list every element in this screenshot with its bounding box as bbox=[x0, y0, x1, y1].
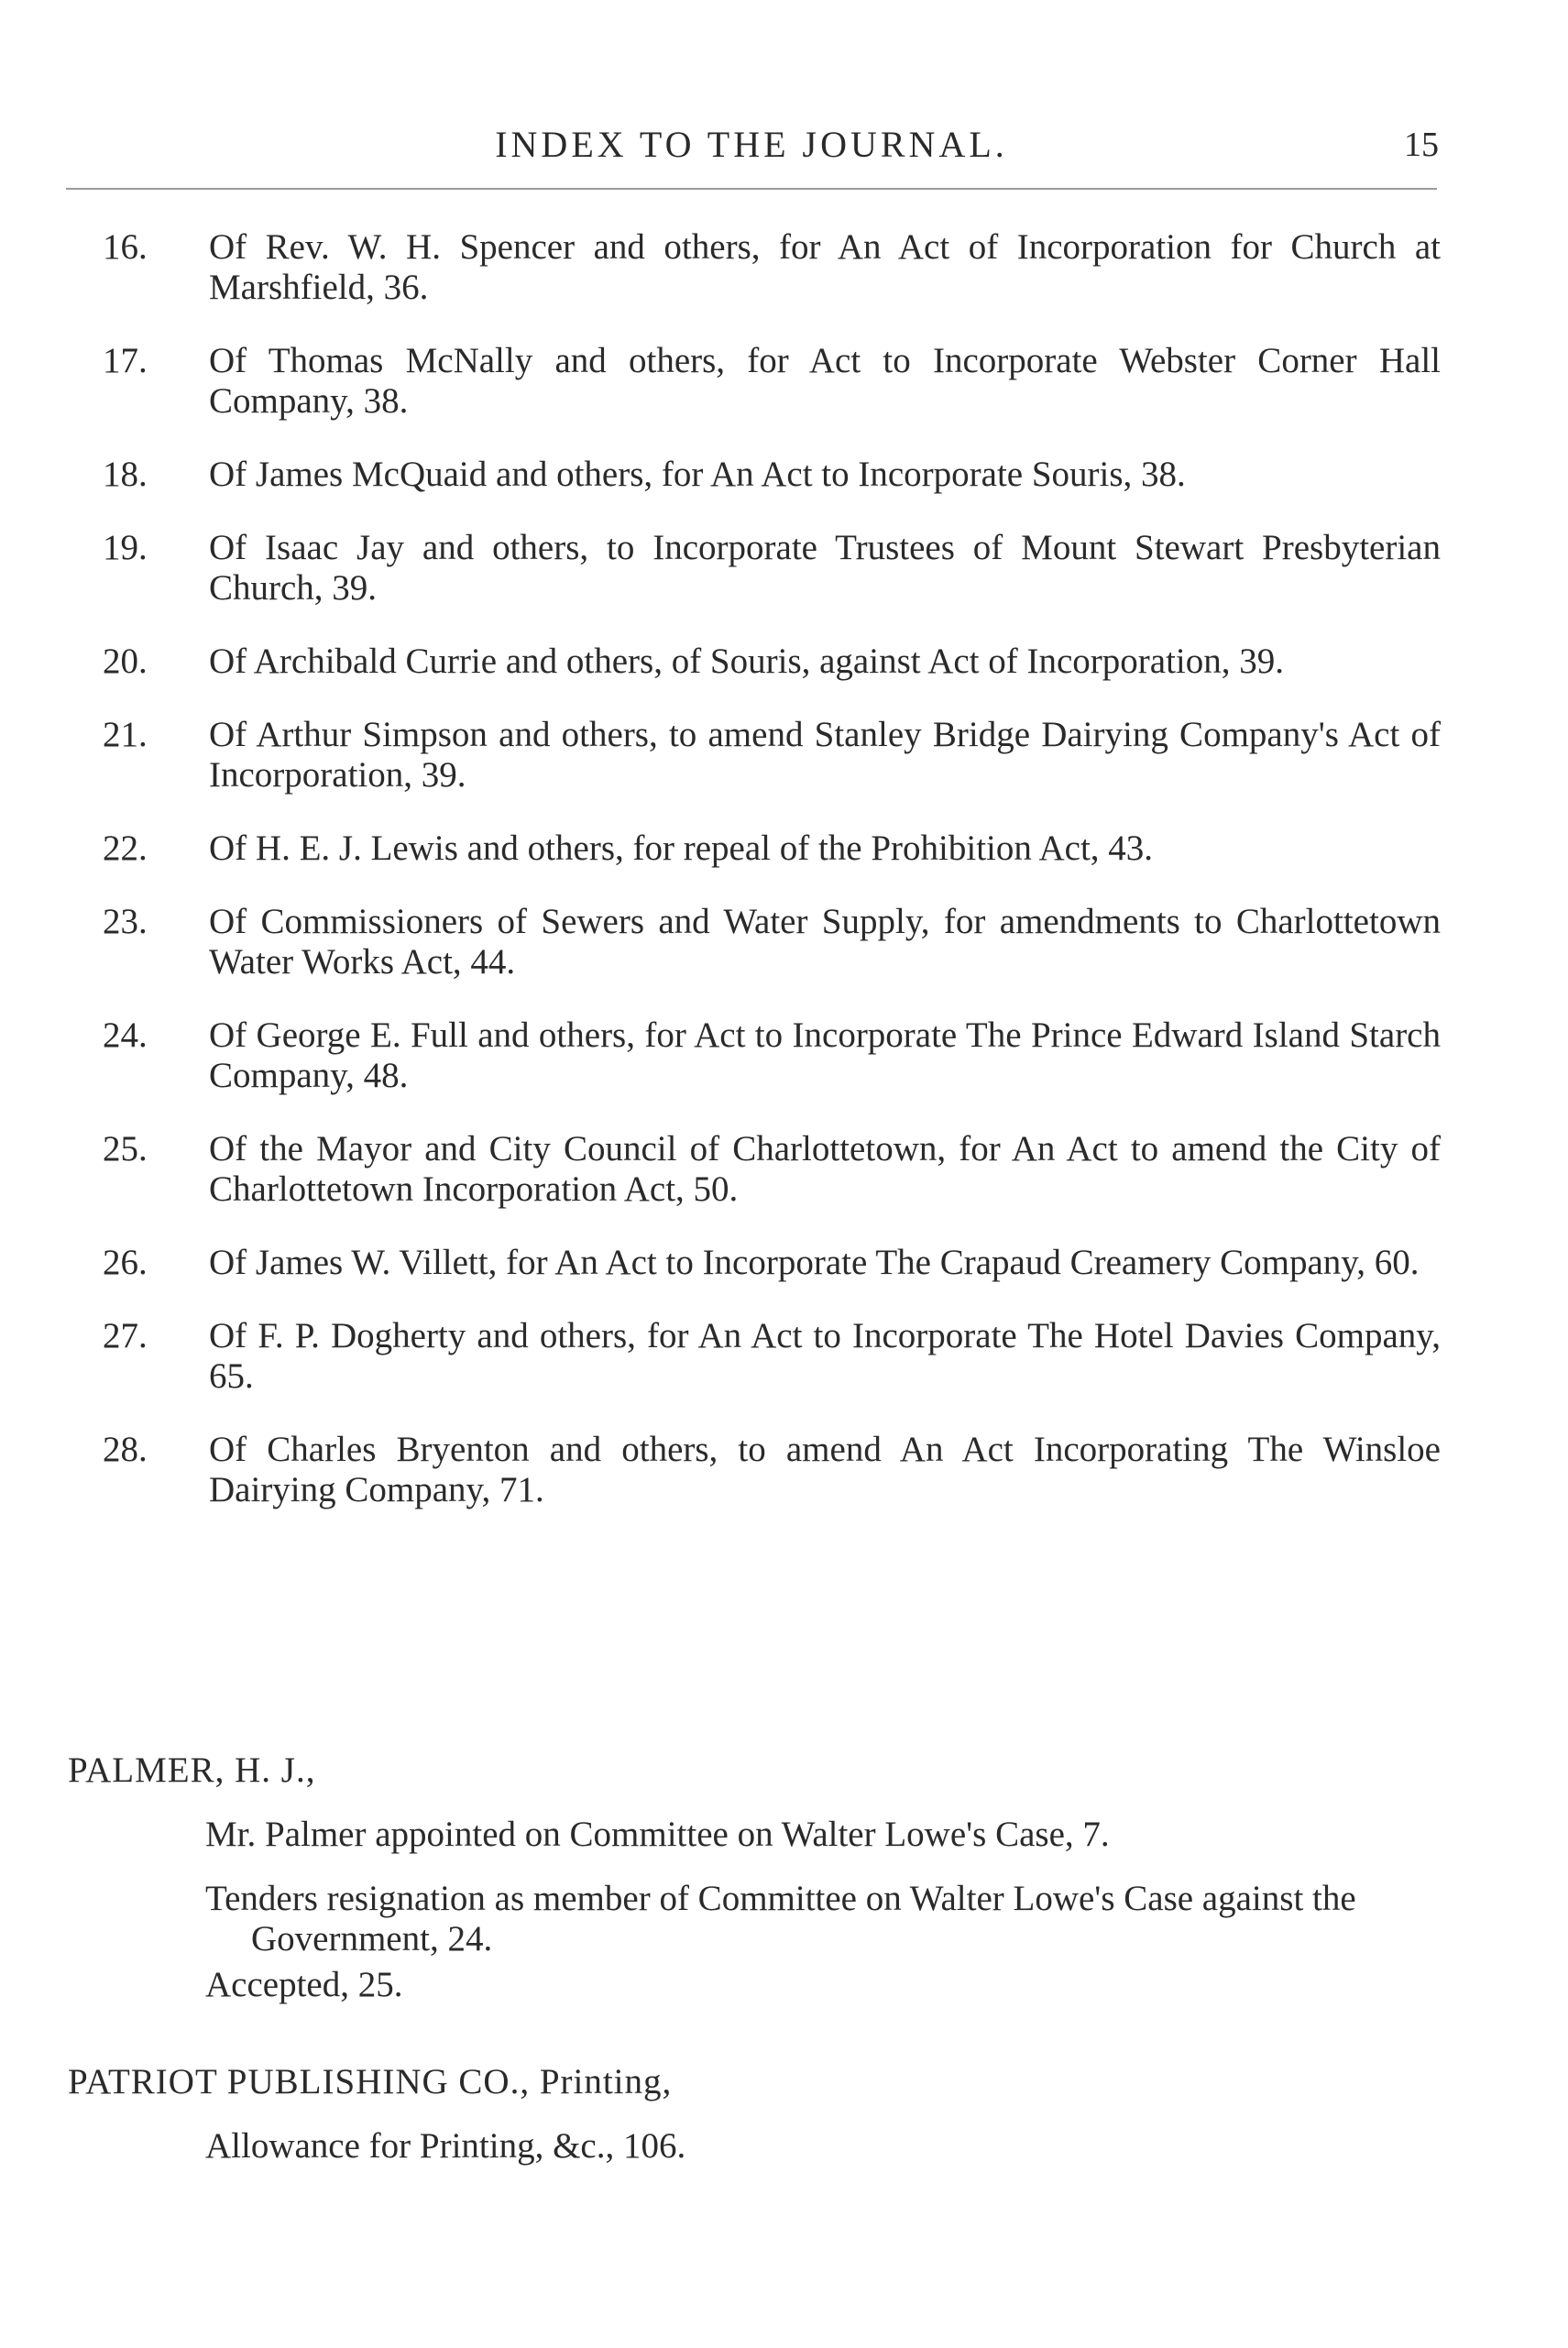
entry-text: Of Charles Bryenton and others, to amend An Act Incorporating The Winsloe Dairying Company, 71. bbox=[209, 1430, 1441, 1509]
petition-list bbox=[103, 227, 1441, 1543]
entry-number: 23. bbox=[103, 902, 148, 941]
header-rule bbox=[66, 188, 1437, 190]
entry-number: 20. bbox=[103, 642, 148, 681]
petition-entry bbox=[103, 828, 1441, 869]
petition-entry bbox=[103, 1243, 1441, 1283]
page-number: 15 bbox=[1404, 126, 1439, 164]
petition-entry bbox=[103, 341, 1441, 422]
petition-entry bbox=[103, 715, 1441, 795]
petition-entry bbox=[103, 1430, 1441, 1510]
petition-entry bbox=[103, 902, 1441, 982]
entry-text: Of Thomas McNally and others, for Act to Incorporate Webster Corner Hall Company, 38. bbox=[209, 341, 1441, 421]
entry-number: 26. bbox=[103, 1243, 148, 1282]
petition-entry bbox=[103, 455, 1441, 495]
entry-number: 19. bbox=[103, 528, 148, 567]
entry-number: 18. bbox=[103, 455, 148, 494]
petition-entry bbox=[103, 227, 1441, 308]
palmer-section bbox=[68, 1750, 1439, 2005]
petition-entry bbox=[103, 528, 1441, 609]
index-subentry: Mr. Palmer appointed on Committee on Walter Lowe's Case, 7. bbox=[205, 1815, 1110, 1854]
entry-number: 24. bbox=[103, 1015, 148, 1055]
entry-text: Of Isaac Jay and others, to Incorporate Trustees of Mount Stewart Presbyterian Church, 39. bbox=[209, 528, 1441, 608]
entry-text: Of F. P. Dogherty and others, for An Act to Incorporate The Hotel Davies Company, 65. bbox=[209, 1316, 1441, 1396]
section-heading: PALMER, H. J., bbox=[68, 1750, 316, 1790]
entry-text: Of H. E. J. Lewis and others, for repeal of the Prohibition Act, 43. bbox=[209, 828, 1154, 868]
entry-text: Of James W. Villett, for An Act to Incorporate The Crapaud Creamery Company, 60. bbox=[209, 1243, 1420, 1282]
entry-number: 17. bbox=[103, 341, 148, 380]
entry-text: Of Rev. W. H. Spencer and others, for An Act of Incorporation for Church at Marshfield, 36. bbox=[209, 227, 1441, 307]
petition-entry bbox=[103, 642, 1441, 682]
page-title: INDEX TO THE JOURNAL. bbox=[495, 124, 1008, 165]
running-head bbox=[64, 117, 1439, 172]
entry-text: Of Archibald Currie and others, of Souris, against Act of Incorporation, 39. bbox=[209, 642, 1284, 681]
index-subentry: Accepted, 25. bbox=[205, 1965, 403, 2004]
petition-entry bbox=[103, 1015, 1441, 1096]
entry-text: Of Commissioners of Sewers and Water Supply, for amendments to Charlottetown Water Works Act, 44. bbox=[209, 902, 1441, 982]
entry-number: 28. bbox=[103, 1430, 148, 1469]
entry-number: 27. bbox=[103, 1316, 148, 1355]
entry-text: Of George E. Full and others, for Act to Incorporate The Prince Edward Island Starch Company, 48. bbox=[209, 1015, 1441, 1095]
entry-number: 25. bbox=[103, 1129, 148, 1169]
entry-text: Of the Mayor and City Council of Charlottetown, for An Act to amend the City of Charlottetown Incorporation Act, 50. bbox=[209, 1129, 1441, 1209]
section-heading: PATRIOT PUBLISHING CO., Printing, bbox=[68, 2062, 673, 2101]
entry-text: Of James McQuaid and others, for An Act to Incorporate Souris, 38. bbox=[209, 455, 1186, 494]
petition-entry bbox=[103, 1129, 1441, 1210]
patriot-section bbox=[68, 2062, 1439, 2167]
entry-number: 21. bbox=[103, 715, 148, 754]
index-subentry: Tenders resignation as member of Committee on Walter Lowe's Case against the Government, 24. bbox=[205, 1879, 1356, 1958]
entry-text: Of Arthur Simpson and others, to amend Stanley Bridge Dairying Company's Act of Incorporation, 39. bbox=[209, 715, 1441, 795]
entry-number: 16. bbox=[103, 227, 148, 267]
petition-entry bbox=[103, 1316, 1441, 1397]
index-subentry: Allowance for Printing, &c., 106. bbox=[205, 2126, 686, 2166]
entry-number: 22. bbox=[103, 828, 148, 868]
